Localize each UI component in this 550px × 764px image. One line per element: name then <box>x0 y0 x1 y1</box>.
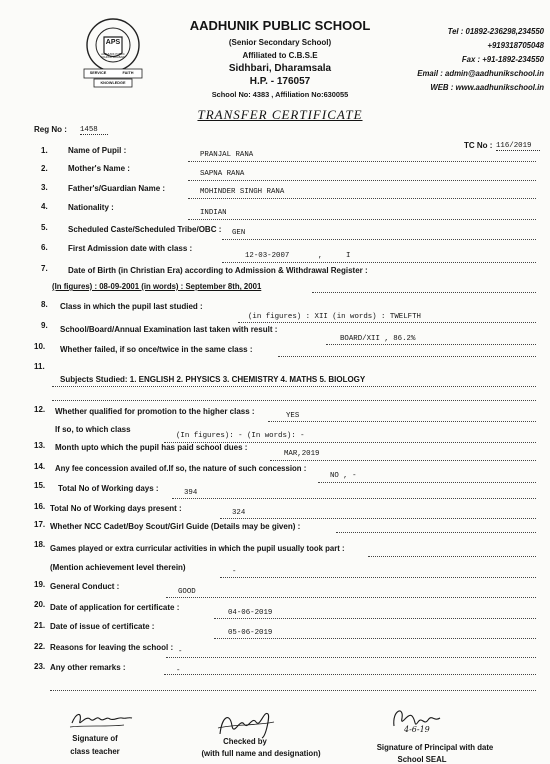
field-18-number: 18. <box>34 540 46 549</box>
field-12-which-class-label: If so, to which class <box>55 425 131 434</box>
field-19-number: 19. <box>34 580 46 589</box>
field-16-label: Total No of Working days present : <box>50 504 182 513</box>
principal-label-1: Signature of Principal with date <box>376 743 494 752</box>
field-15-line <box>172 498 536 499</box>
field-22-value: - <box>178 648 183 656</box>
school-number: School No: 4383 , Affiliation No:630055 <box>211 90 349 99</box>
field-1-value: PRANJAL RANA <box>200 151 254 159</box>
field-2-value: SAPNA RANA <box>200 170 245 178</box>
field-3-line <box>188 198 536 199</box>
field-6-class: I <box>346 252 351 260</box>
class-teacher-signature <box>66 707 136 731</box>
field-17-number: 17. <box>34 520 46 529</box>
field-12-which-class-value: (In figures): - (In words): - <box>176 432 305 440</box>
field-14-value: NO , - <box>330 472 357 480</box>
field-5-value: GEN <box>232 229 246 237</box>
field-22-number: 22. <box>34 642 46 651</box>
field-6-label: First Admission date with class : <box>68 244 193 253</box>
field-7-line <box>312 292 536 293</box>
field-14-label: Any fee concession availed of.If so, the nature of such concession : <box>55 464 307 473</box>
field-13-number: 13. <box>34 441 46 450</box>
field-8-label: Class in which the pupil last studied : <box>60 302 203 311</box>
field-1-number: 1. <box>41 146 48 155</box>
field-22-label: Reasons for leaving the school : <box>50 643 174 652</box>
field-13-label: Month upto which the pupil has paid school dues : <box>55 443 248 452</box>
checked-by-label-1: Checked by <box>223 737 267 746</box>
field-17-line <box>336 532 536 533</box>
field-15-label: Total No of Working days : <box>58 484 159 493</box>
school-mobile: +919318705048 <box>487 41 544 50</box>
field-14-line <box>318 482 536 483</box>
field-12-number: 12. <box>34 405 46 414</box>
logo-bottom-text: KNOWLEDGE <box>100 81 126 85</box>
field-12-label: Whether qualified for promotion to the higher class : <box>55 407 255 416</box>
field-20-label: Date of application for certificate : <box>50 603 180 612</box>
logo-right-text: FAITH <box>122 71 134 75</box>
logo-top-text: AADHUNIK PUBLIC SCHOOL SIDHBARI <box>101 53 125 59</box>
field-22-line <box>166 657 536 658</box>
class-teacher-label-2: class teacher <box>70 747 120 756</box>
field-6-number: 6. <box>41 243 48 252</box>
field-9-number: 9. <box>41 321 48 330</box>
field-3-number: 3. <box>41 183 48 192</box>
class-teacher-label-1: Signature of <box>72 734 118 743</box>
document-title: TRANSFER CERTIFICATE <box>197 107 363 122</box>
field-7-number: 7. <box>41 264 48 273</box>
field-4-line <box>188 219 536 220</box>
field-20-number: 20. <box>34 600 46 609</box>
field-13-value: MAR,2019 <box>284 450 320 458</box>
field-4-number: 4. <box>41 202 48 211</box>
school-email: Email : admin@aadhunikschool.in <box>417 69 544 78</box>
field-11-number: 11. <box>34 362 45 371</box>
field-23-label: Any other remarks : <box>50 663 126 672</box>
field-18-line-1 <box>368 556 536 557</box>
principal-label-2: School SEAL <box>397 755 447 764</box>
reg-no-value: 1458 <box>80 126 108 135</box>
field-21-value: 05-06-2019 <box>228 629 273 637</box>
field-6-line <box>222 262 536 263</box>
field-10-label: Whether failed, if so once/twice in the same class : <box>60 345 253 354</box>
field-7-label: Date of Birth (in Christian Era) according to Admission & Withdrawal Register : <box>68 266 368 275</box>
field-18-line-2 <box>220 577 536 578</box>
field-19-value: GOOD <box>178 588 196 596</box>
field-20-line <box>214 618 536 619</box>
field-18-label: Games played or extra curricular activities in which the pupil usually took part : <box>50 544 345 553</box>
checked-by-label-2: (with full name and designation) <box>201 749 321 758</box>
field-1-line <box>188 161 536 162</box>
field-18-achievement-value: - <box>232 568 237 576</box>
field-21-label: Date of issue of certificate : <box>50 622 155 631</box>
field-20-value: 04-06-2019 <box>228 609 273 617</box>
field-8-number: 8. <box>41 300 48 309</box>
field-21-line <box>214 638 536 639</box>
field-6-separator: , <box>318 252 323 260</box>
field-21-number: 21. <box>34 621 46 630</box>
field-5-line <box>222 239 536 240</box>
field-13-line <box>270 460 536 461</box>
field-10-number: 10. <box>34 342 46 351</box>
tc-no-value: 116/2019 <box>496 142 540 151</box>
field-9-value: BOARD/XII , 86.2% <box>340 335 416 343</box>
field-12-line <box>268 421 536 422</box>
field-7-dob: (In figures) : 08-09-2001 (in words) : September 8th, 2001 <box>52 282 262 291</box>
field-16-value: 324 <box>232 509 246 517</box>
field-23-number: 23. <box>34 662 46 671</box>
school-tel: Tel : 01892-236298,234550 <box>447 27 544 36</box>
principal-date: 4-6-19 <box>404 725 430 734</box>
field-11-line-2 <box>52 400 536 401</box>
reg-no-label: Reg No : <box>34 125 67 134</box>
field-14-number: 14. <box>34 462 46 471</box>
school-address-1: Sidhbari, Dharamsala <box>228 63 332 74</box>
school-affiliation: Affiliated to C.B.S.E <box>242 51 318 60</box>
field-5-label: Scheduled Caste/Scheduled Tribe/OBC : <box>68 225 222 234</box>
field-23-value: - <box>176 667 181 675</box>
field-2-number: 2. <box>41 164 48 173</box>
tc-no-label: TC No : <box>464 141 493 150</box>
field-4-label: Nationality : <box>68 203 114 212</box>
school-level: (Senior Secondary School) <box>228 38 332 47</box>
school-web: WEB : www.aadhunikschool.in <box>430 83 544 92</box>
field-11-label: Subjects Studied: 1. ENGLISH 2. PHYSICS 3. CHEMISTRY 4. MATHS 5. BIOLOGY <box>60 375 366 384</box>
field-15-number: 15. <box>34 481 46 490</box>
field-8-value: (in figures) : XII (in words) : TWELFTH <box>248 313 421 321</box>
field-19-label: General Conduct : <box>50 582 120 591</box>
school-fax: Fax : +91-1892-234550 <box>461 55 544 64</box>
field-3-value: MOHINDER SINGH RANA <box>200 188 285 196</box>
field-16-number: 16. <box>34 502 46 511</box>
field-12-value: YES <box>286 412 300 420</box>
field-8-line <box>238 322 536 323</box>
field-23-line-1 <box>164 674 536 675</box>
field-5-number: 5. <box>41 223 48 232</box>
field-23-line-2 <box>50 690 536 691</box>
field-4-value: INDIAN <box>200 209 227 217</box>
field-11-line-1 <box>52 386 536 387</box>
field-1-label: Name of Pupil : <box>68 146 127 155</box>
school-address-2: H.P. - 176057 <box>249 76 311 87</box>
field-2-line <box>188 180 536 181</box>
field-16-line <box>220 518 536 519</box>
field-9-label: School/Board/Annual Examination last taken with result : <box>60 325 278 334</box>
field-19-line <box>166 597 536 598</box>
field-2-label: Mother's Name : <box>68 164 130 173</box>
logo-center-text: APS <box>105 39 121 46</box>
field-15-value: 394 <box>184 489 198 497</box>
field-3-label: Father's/Guardian Name : <box>68 184 166 193</box>
logo-left-text: SERVICE <box>89 71 107 75</box>
field-10-line <box>278 356 536 357</box>
field-9-line <box>326 344 536 345</box>
school-name: AADHUNIK PUBLIC SCHOOL <box>189 18 371 33</box>
field-17-label: Whether NCC Cadet/Boy Scout/Girl Guide (Details may be given) : <box>50 522 301 531</box>
field-18-achievement-label: (Mention achievement level therein) <box>50 563 186 572</box>
school-logo <box>80 15 146 91</box>
field-6-value: 12-03-2007 <box>245 252 290 260</box>
